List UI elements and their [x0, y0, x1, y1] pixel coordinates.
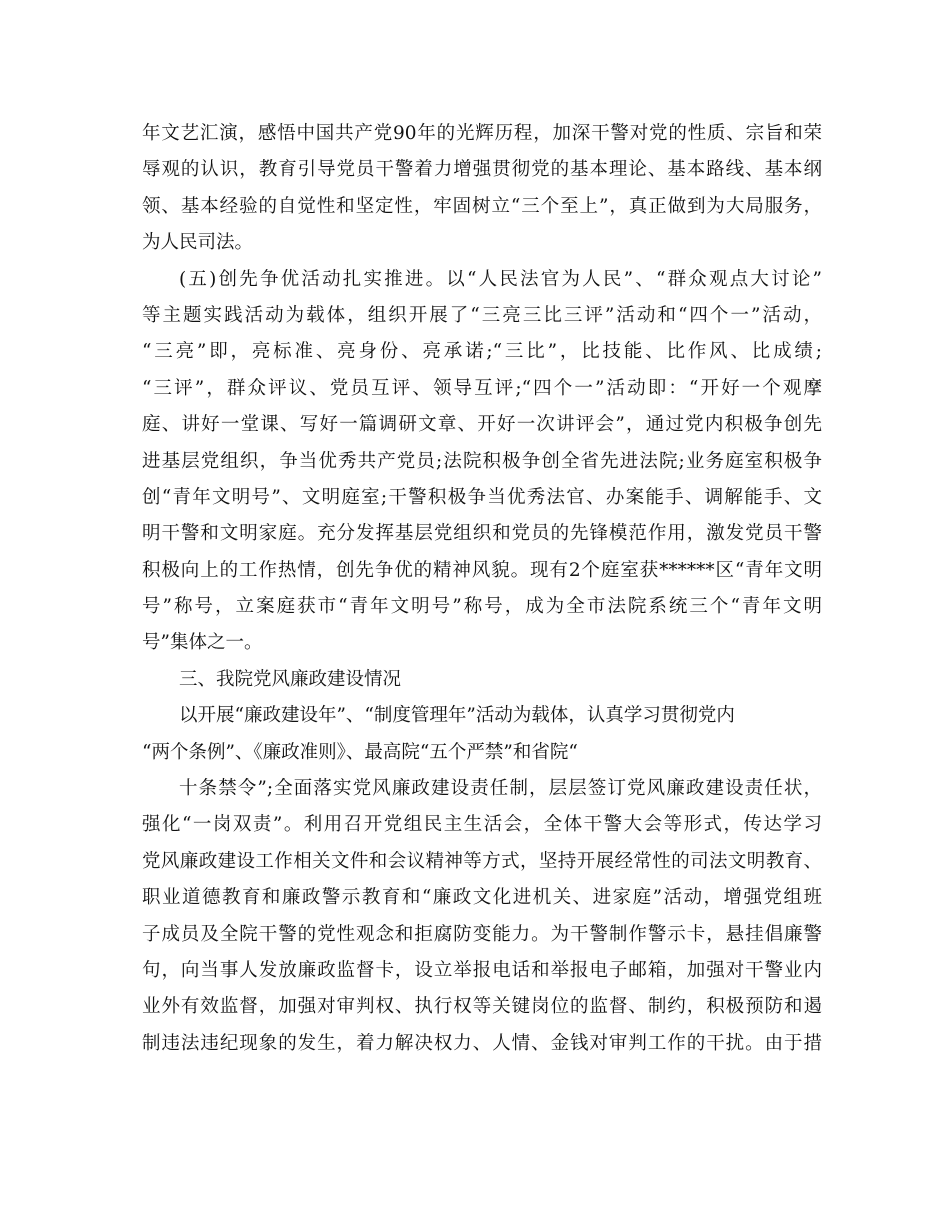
text-line: 辱观的认识，教育引导党员干警着力增强贯彻党的基本理论、基本路线、基本纲 — [142, 159, 822, 181]
text-line: 为人民司法。 — [142, 232, 254, 254]
text-line: 党风廉政建设工作相关文件和会议精神等方式，坚持开展经常性的司法文明教育、 — [142, 850, 822, 872]
text-line: 年文艺汇演，感悟中国共产党90年的光辉历程，加深干警对党的性质、宗旨和荣 — [142, 123, 822, 144]
text-line: 业外有效监督，加强对审判权、执行权等关键岗位的监督、制约，积极预防和遏 — [142, 996, 822, 1018]
text-line: 领、基本经验的自觉性和坚定性，牢固树立“三个至上”，真正做到为大局服务， — [142, 195, 822, 217]
text-line: 明干警和文明家庭。充分发挥基层党组织和党员的先锋模范作用，激发党员干警 — [142, 523, 822, 545]
text-line: “三评”，群众评议、党员互评、领导互评;“四个一”活动即：“开好一个观摩 — [142, 377, 822, 399]
text-line: 制违法违纪现象的发生，着力解决权力、人情、金钱对审判工作的干扰。由于措 — [142, 1032, 822, 1054]
text-line: 进基层党组织，争当优秀共产党员;法院积极争创全省先进法院;业务庭室积极争 — [142, 450, 822, 472]
text-line: 创“青年文明号”、文明庭室;干警积极争当优秀法官、办案能手、调解能手、文 — [142, 486, 822, 508]
text-line: 号”称号，立案庭获市“青年文明号”称号，成为全市法院系统三个“青年文明 — [142, 596, 822, 618]
text-line: 号”集体之一。 — [142, 632, 263, 654]
document-body — [142, 116, 822, 1062]
text-line: 积极向上的工作热情，创先争优的精神风貌。现有2个庭室获******区“青年文明 — [142, 559, 822, 581]
text-line: 职业道德教育和廉政警示教育和“廉政文化进机关、进家庭”活动，增强党组班 — [142, 887, 822, 909]
text-line: 以开展“廉政建设年”、“制度管理年”活动为载体，认真学习贯彻党内 — [179, 705, 735, 727]
text-line: 子成员及全院干警的党性观念和拒腐防变能力。为干警制作警示卡，悬挂倡廉警 — [142, 923, 822, 945]
text-line: (五)创先争优活动扎实推进。以“人民法官为人民”、“群众观点大讨论” — [179, 268, 822, 290]
text-line: 强化“一岗双责”。利用召开党组民主生活会，全体干警大会等形式，传达学习 — [142, 814, 822, 836]
text-line: 庭、讲好一堂课、写好一篇调研文章、开好一次讲评会”，通过党内积极争创先 — [142, 414, 822, 436]
text-line: “两个条例”、《廉政准则》、最高院“五个严禁”和省院“ — [142, 741, 578, 763]
text-line: 等主题实践活动为载体，组织开展了“三亮三比三评”活动和“四个一”活动， — [142, 304, 822, 326]
text-line: “三亮”即，亮标准、亮身份、亮承诺;“三比”，比技能、比作风、比成绩; — [142, 341, 822, 363]
text-line: 三、我院党风廉政建设情况 — [179, 668, 402, 690]
text-line: 十条禁令”;全面落实党风廉政建设责任制，层层签订党风廉政建设责任状， — [179, 778, 822, 800]
text-line: 句，向当事人发放廉政监督卡，设立举报电话和举报电子邮箱，加强对干警业内 — [142, 959, 822, 981]
